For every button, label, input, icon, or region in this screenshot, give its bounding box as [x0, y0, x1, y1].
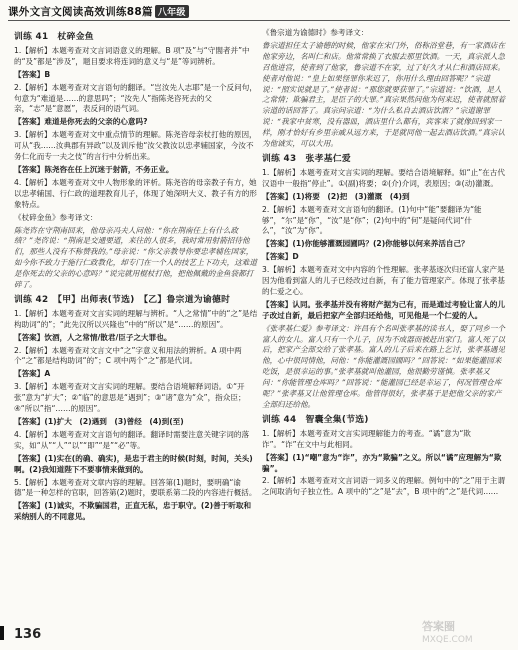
p43-1: 1.【解析】本题考查对文言实词的理解。要结合语境解释。如“止”在古代汉语中一般指“停止”。①(副)将要；②(介)介词，表原因；③(动)灌溉。 — [262, 167, 505, 188]
svg-text:答案圈: 答案圈 — [422, 620, 455, 633]
section-41-title: 训练 41 杖碎金鱼 — [14, 32, 94, 42]
p42-3: 2.【解析】本题考查对文言文中“之”字意义和用法的辨析。A 项中两个“之”都是结构助词“的”；C 项中两个“之”都是代词。 — [14, 345, 242, 366]
book-title-text: 课外文言文阅读高效训练88篇 — [8, 6, 153, 18]
right-column — [262, 28, 506, 500]
p42-7: 4.【解析】本题考查对文言语句的翻译。翻译时需要注意关键字词的落实，如“从”“人”“以”“即”“是”“必”等。 — [14, 429, 250, 450]
p41-6: 【答案】陈尧咨在任上沉迷于射箭，不务正业。 — [14, 164, 174, 174]
page-edge-marker — [0, 626, 4, 640]
p42-9: 5.【解析】本题考查对文章内容的理解。回答第(1)题时，要明确“谕德”是一种怎样的官职，回答第(2)题时，要联系第二段的内容进行概括。 — [14, 477, 257, 498]
svg-text:MXQE.COM: MXQE.COM — [422, 635, 473, 644]
translation-42: 鲁宗道担任太子谕德的时候，他家在宋门外，俗称浴堂巷，有一家酒店在他家旁边，名叫仁和店。他常常换了衣服去那里饮酒。一天，真宗派人急召他进宫，使者到了他家，鲁宗道不在家，过了好久才从仁和酒店回来。使者对他说：“皇上如果怪罪你来迟了，你用什么理由回答呢？”宗道说：“照实说就是了。”使者说：“那您就要获罪了。”宗道说：“饮酒，是人之常情；欺骗君主，是臣子的大罪。”真宗果然问他为何来迟，使者就照着宗道的话回答了。真宗问宗道：“为什么私自去酒店饮酒？”宗道谢罪说：“我家中贫寒，没有器皿，酒店里什么都有，宾客来了就像回到家一样，刚才恰好有乡里亲戚从远方来，于是就同他一起去酒店饮酒。”真宗认为他诚实，可以大用。 — [262, 40, 506, 149]
p44-1: 1.【解析】本题考查对文言实词理解能力的考查。“谲”意为“欺诈”。“诈”在文中与此相同。 — [262, 428, 471, 449]
translation-42-title: 《鲁宗道为谕德时》参考译文： — [262, 28, 369, 37]
p43-3: 2.【解析】本题考查对文言语句的翻译。(1)句中“能”要翻译为“能够”，“尔”是“你”，“汝”是“你”；(2)句中的“何”是疑问代词“什么”，“汝”为“你”。 — [262, 204, 482, 236]
p43-6: 3.【解析】本题考查对文中内容的个性理解。张孝基逐次归还富人家产是因为他看到富人的儿子已经改过自新，有了能力管理家产。体现了张孝基的仁爱之心。 — [262, 265, 505, 296]
left-column — [14, 28, 258, 525]
p42-6: 【答案】(1)扩大 (2)遇到 (3)曾经 (4)到(至) — [14, 417, 184, 426]
p41-7: 4.【解析】本题考查对文中人物形象的评析。陈尧咨的母亲教子有方，她以忠孝辅国、行仁政的道理教育儿子，体现了她深明大义、教子有方的形象特点。 — [14, 177, 257, 209]
section-43-title: 训练 43 张孝基仁爱 — [262, 153, 351, 164]
p43-7: 【答案】认同。张孝基并没有将财产据为己有，而是通过考验让富人的儿子改过自新，最后把家产全部归还给他，可见他是一个仁爱的人。 — [262, 299, 505, 320]
p41-3: 2.【解析】本题考查对文言语句的翻译。“岂汝先人志耶”是一个反问句，句意为“难道是……的意思吗”；“汝先人”指陈尧咨死去的父亲，“志”是“意愿”，表反问的语气词。 — [14, 82, 257, 114]
p44-2: 【答案】(1)“嘲”意为“诈”，亦为“欺骗”之义。所以“谲”应理解为“欺骗”。 — [262, 452, 502, 473]
p41-8: 《杖碎金鱼》参考译文： — [14, 212, 98, 222]
p43-4: 【答案】(1)你能够灌溉园圃吗？(2)你能够以何来养活自己？ — [262, 239, 469, 249]
watermark-logo-icon — [420, 616, 510, 644]
p42-2: 【答案】饮酒，人之常情/散君/臣子之大罪也。 — [14, 332, 172, 342]
book-title — [8, 4, 189, 19]
translation-43: 《张孝基仁爱》参考译文：许昌有个名叫张孝基的读书人，娶了同乡一个富人的女儿。富人只有一个儿子，因为不成器而被赶出家门。富人死了以后，把家产全部交给了张孝基。富人的儿子后来在路上乞讨，张孝基遇见他，心中很同情他，问他：“你能灌溉园圃吗？”回答说：“如果能灌园来吃饭，是很幸运的事。”张孝基就叫他灌园，他很勤劳谨慎。张孝基又问：“你能管理仓库吗？”回答说：“能灌园已经是幸运了，何况管理仓库呢？”张孝基又让他管理仓库。他管得很好，张孝基于是把他父亲的家产全部归还给他。 — [262, 323, 505, 409]
p42-1: 1.【解析】本题考查对文言实词的理解与辨析。“人之常情”中的“之”是结构助词“的”；“此先汉所以兴隆也”中的“所以”是“……的原因”。 — [14, 308, 258, 329]
section-42-title: 训练 42 【甲】出师表(节选) 【乙】鲁宗道为谕德时 — [14, 294, 231, 305]
grade-badge: 八年级 — [155, 5, 189, 18]
p41-2: 【答案】B — [14, 69, 51, 79]
page-number: 136 — [14, 627, 42, 642]
translation-41: 陈尧咨在守荆南回来，他母亲冯夫人问他：“你在荆南任上有什么政绩？”尧咨说：“荆南是交通要道，来往的人很多，我时常用射箭招待他们，那些人没有不称赞我的。”母亲说：“你父亲教导你要忠孝辅佐国家，如今你不致力于施行仁政教化，却专门在一个人的技艺上下功夫，这难道是你死去的父亲的心意吗？”说完就用棍杖打他，把他佩戴的金鱼袋都打碎了。 — [14, 225, 257, 290]
p41-5: 3.【解析】本题考查对文中重点情节的理解。陈尧咨母亲杖打他的原因，可从“我……汝典郡有异政”以及训斥他“汝父教汝以忠孝辅国家，今汝不务仁化而专一夫之伎”的言行中分析出来。 — [14, 130, 257, 162]
p42-4: 【答案】A — [14, 369, 51, 379]
p43-5: 【答案】D — [262, 252, 299, 262]
p44-3: 2.【解析】本题考查对文言词语一词多义的理解。例句中的“之”用于主谓之间取消句子独立性。A 项中的“之”是“去”，B 项中的“之”是代词…… — [262, 476, 505, 497]
p42-8: 【答案】(1)实在(的确、确实)，是忠于君主的时候(时刻，时间，关头)啊。(2)我知道陛下不要事情来做到的。 — [14, 453, 253, 474]
p42-10: 【答案】(1)诚实，不欺骗国君，正直无私，忠于职守。(2)善于听取和采纳别人的不同意见。 — [14, 501, 252, 522]
section-44-title: 训练 44 智囊全集(节选) — [262, 414, 369, 425]
page-header — [0, 0, 518, 20]
p42-5: 3.【解析】本题考查对文言实词的理解。要结合语境解释词语。①“开张”意为“扩大”；②“临”的意思是“遇到”；③“诸”意为“众”，指众臣；④“所以”指“……的原因”。 — [14, 382, 246, 414]
p41-4: 【答案】难道是你死去的父亲的心意吗? — [14, 117, 148, 127]
header-rule — [8, 20, 510, 21]
p41-1: 1.【解析】本题考查对文言词语意义的理解。B 项“及”与“守閤者并”中的“及”都是“涉及”，题目要求将连词的意义与“是”等词辨析。 — [14, 45, 250, 66]
p43-2: 【答案】(1)将要 (2)把 (3)灌溉 (4)到 — [262, 191, 410, 201]
